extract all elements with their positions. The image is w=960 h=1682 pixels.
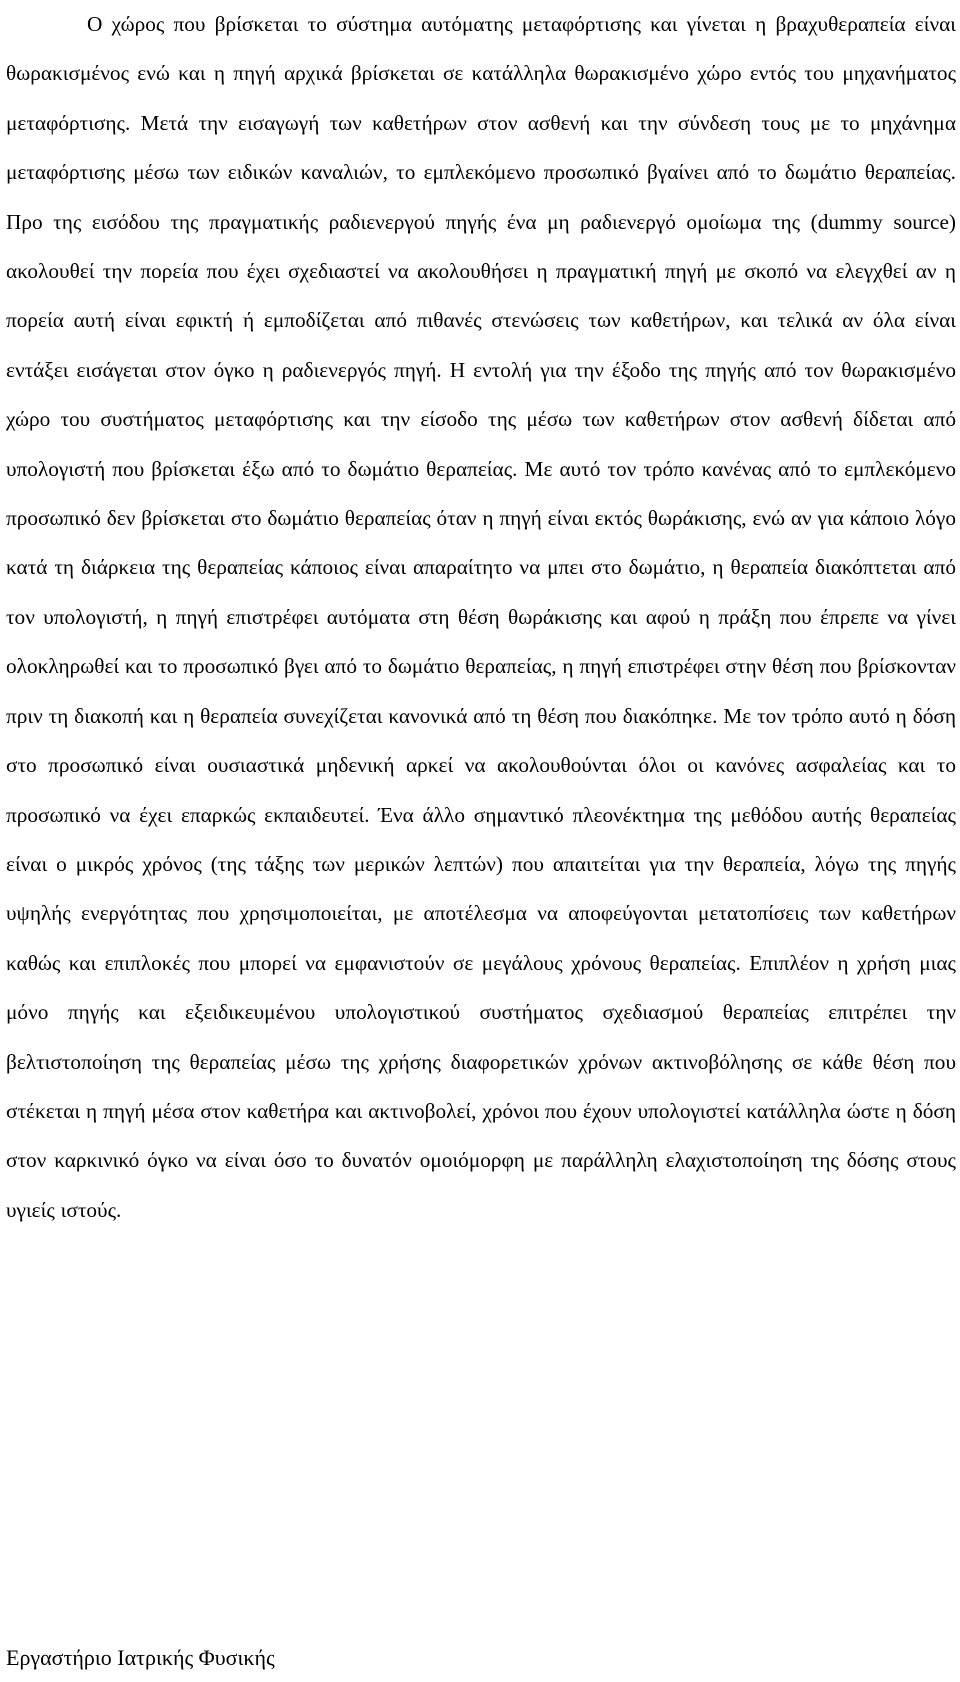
page-footer: Εργαστήριο Ιατρικής Φυσικής xyxy=(6,1645,275,1670)
body-paragraph: Ο χώρος που βρίσκεται το σύστημα αυτόματης μεταφόρτισης και γίνεται η βραχυθεραπεία είναι θωρακισμένος ενώ και η πηγή αρχικά βρίσκεται σε κατάλληλα θωρακισμένο χώρο εντός του μηχανήματος μεταφόρτισης. Μετά την εισαγωγή των καθετήρων στον ασθενή και την σύνδεση τους με το μηχάνημα μεταφόρτισης μέσω των ειδικών καναλιών, το εμπλεκόμενο προσωπικό βγαίνει από το δωμάτιο θεραπείας. Προ της εισόδου της πραγματικής ραδιενεργού πηγής ένα μη ραδιενεργό ομοίωμα της (dummy source) ακολουθεί την πορεία που έχει σχεδιαστεί να ακολουθήσει η πραγματική πηγή με σκοπό να ελεγχθεί αν η πορεία αυτή είναι εφικτή ή εμποδίζεται από πιθανές στενώσεις των καθετήρων, και τελικά αν όλα είναι εντάξει εισάγεται στον όγκο η ραδιενεργός πηγή. Η εντολή για την έξοδο της πηγής από τον θωρακισμένο χώρο του συστήματος μεταφόρτισης και την είσοδο της μέσω των καθετήρων στον ασθενή δίδεται από υπολογιστή που βρίσκεται έξω από το δωμάτιο θεραπείας. Με αυτό τον τρόπο κανένας από το εμπλεκόμενο προσωπικό δεν βρίσκεται στο δωμάτιο θεραπείας όταν η πηγή είναι εκτός θωράκισης, ενώ αν για κάποιο λόγο κατά τη διάρκεια της θεραπείας κάποιος είναι απαραίτητο να μπει στο δωμάτιο, η θεραπεία διακόπτεται από τον υπολογιστή, η πηγή επιστρέφει αυτόματα στη θέση θωράκισης και αφού η πράξη που έπρεπε να γίνει ολοκληρωθεί και το προσωπικό βγει από το δωμάτιο θεραπείας, η πηγή επιστρέφει στην θέση που βρίσκονταν πριν τη διακοπή και η θεραπεία συνεχίζεται κανονικά από τη θέση που διακόπηκε. Με τον τρόπο αυτό η δόση στο προσωπικό είναι ουσιαστικά μηδενική αρκεί να ακολουθούνται όλοι οι κανόνες ασφαλείας και το προσωπικό να έχει επαρκώς εκπαιδευτεί. Ένα άλλο σημαντικό πλεονέκτημα της μεθόδου αυτής θεραπείας είναι ο μικρός χρόνος (της τάξης των μερικών λεπτών) που απαιτείται για την θεραπεία, λόγω της πηγής υψηλής ενεργότητας που χρησιμοποιείται, με αποτέλεσμα να αποφεύγονται μετατοπίσεις των καθετήρων καθώς και επιπλοκές που μπορεί να εμφανιστούν σε μεγάλους χρόνους θεραπείας. Επιπλέον η χρήση μιας μόνο πηγής και εξειδικευμένου υπολογιστικού συστήματος σχεδιασμού θεραπείας επιτρέπει την βελτιστοποίηση της θεραπείας μέσω της χρήσης διαφορετικών χρόνων ακτινοβόλησης σε κάθε θέση που στέκεται η πηγή μέσα στον καθετήρα και ακτινοβολεί, χρόνοι που έχουν υπολογιστεί κατάλληλα ώστε η δόση στον καρκινικό όγκο να είναι όσο το δυνατόν ομοιόμορφη με παράλληλη ελαχιστοποίηση της δόσης στους υγιείς ιστούς. xyxy=(6,12,956,1222)
